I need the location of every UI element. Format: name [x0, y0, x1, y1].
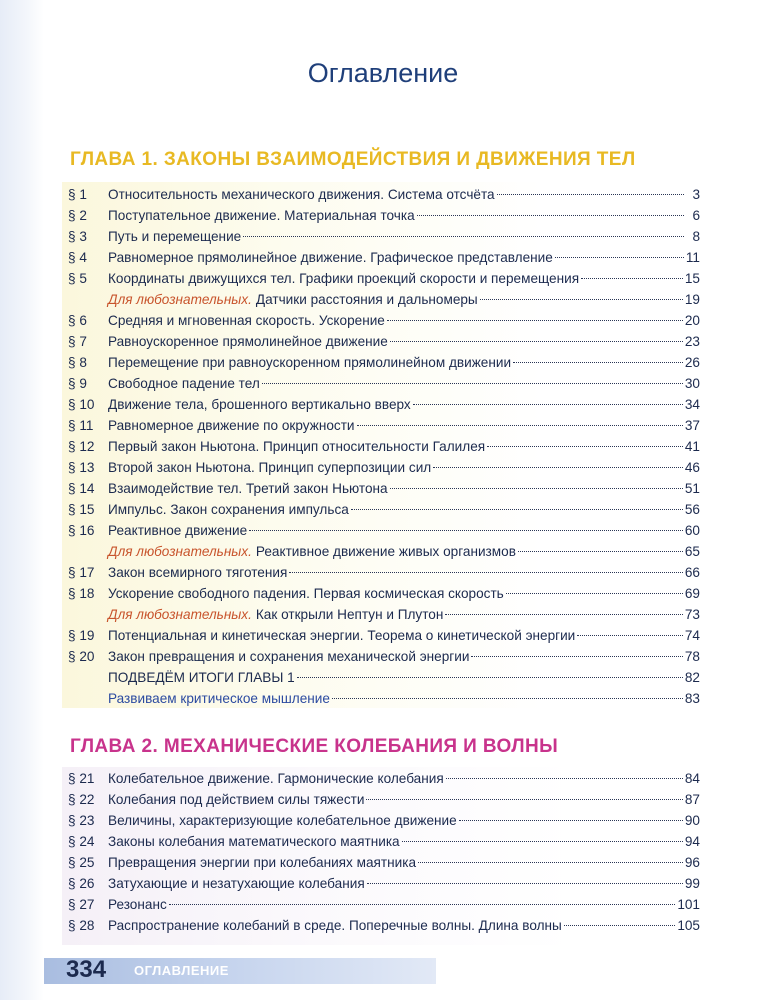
toc-entry-text: Импульс. Закон сохранения импульса — [108, 502, 349, 517]
toc-entry-title — [108, 810, 457, 831]
toc-entry-title — [108, 247, 553, 268]
toc-section-number: § 19 — [68, 628, 95, 643]
toc-page-number: 6 — [692, 208, 700, 223]
footer-section-label: ОГЛАВЛЕНИЕ — [134, 963, 229, 978]
toc-entry — [68, 667, 700, 688]
curious-prefix: Для любознательных. — [108, 292, 252, 307]
dot-leader — [581, 278, 683, 279]
toc-entry — [68, 562, 700, 583]
toc-entry — [68, 247, 700, 268]
toc-entry-text: Поступательное движение. Материальная точка — [108, 208, 415, 223]
toc-page-number: 51 — [684, 481, 700, 496]
toc-entry-title — [108, 604, 443, 625]
toc-section-number: § 15 — [68, 502, 95, 517]
toc-entry — [68, 604, 700, 625]
dot-leader — [487, 446, 683, 447]
toc-section-number: § 25 — [68, 855, 95, 870]
toc-entry — [68, 852, 700, 873]
toc-entry — [68, 541, 700, 562]
dot-leader — [564, 925, 676, 926]
toc-page-number: 78 — [684, 649, 700, 664]
toc-entry-title — [108, 646, 469, 667]
toc-page-number: 94 — [684, 834, 700, 849]
dot-leader — [243, 236, 684, 237]
toc-section-number: § 20 — [68, 649, 95, 664]
toc-entry-title — [108, 831, 400, 852]
toc-page-number: 73 — [684, 607, 700, 622]
toc-entry — [68, 205, 700, 226]
toc-section-number: § 7 — [68, 334, 87, 349]
chapter-1-toc-list — [68, 184, 700, 709]
curious-prefix: Для любознательных. — [108, 607, 252, 622]
toc-page-number: 15 — [684, 271, 700, 286]
toc-entry — [68, 394, 700, 415]
dot-leader — [459, 820, 683, 821]
toc-entry — [68, 478, 700, 499]
dot-leader — [351, 509, 683, 510]
toc-entry-text: Закон превращения и сохранения механической энергии — [108, 649, 470, 664]
toc-entry-title — [108, 331, 388, 352]
toc-entry — [68, 436, 700, 457]
dot-leader — [555, 257, 684, 258]
toc-entry-text: Относительность механического движения. Система отсчёта — [108, 187, 495, 202]
toc-section-number: § 9 — [68, 376, 87, 391]
toc-page-number: 30 — [684, 376, 700, 391]
toc-entry — [68, 352, 700, 373]
dot-leader — [497, 194, 684, 195]
toc-entry-title — [108, 184, 495, 205]
toc-page-number: 34 — [684, 397, 700, 412]
page-title: Оглавление — [307, 58, 459, 88]
toc-page-number: 3 — [692, 187, 700, 202]
dot-leader — [297, 677, 683, 678]
dot-leader — [249, 530, 683, 531]
toc-entry-title — [108, 478, 388, 499]
toc-entry-text: Равномерное движение по окружности — [108, 418, 355, 433]
dot-leader — [518, 551, 683, 552]
toc-entry — [68, 646, 700, 667]
toc-page-number: 23 — [684, 334, 700, 349]
toc-section-number: § 12 — [68, 439, 95, 454]
dot-leader — [357, 425, 683, 426]
toc-entry — [68, 625, 700, 646]
toc-section-number: § 27 — [68, 897, 95, 912]
toc-entry-text: Второй закон Ньютона. Принцип суперпозиции сил — [108, 460, 432, 475]
toc-entry-title — [108, 394, 411, 415]
toc-entry-text: Резонанс — [108, 897, 167, 912]
toc-entry-text: Путь и перемещение — [108, 229, 242, 244]
toc-entry — [68, 373, 700, 394]
toc-entry-text: Как открыли Нептун и Плутон — [255, 607, 444, 622]
toc-section-number: § 1 — [68, 187, 87, 202]
toc-page-number: 26 — [684, 355, 700, 370]
toc-entry — [68, 768, 700, 789]
toc-page-number: 82 — [684, 670, 700, 685]
toc-entry-title — [108, 789, 364, 810]
toc-page-number: 46 — [684, 460, 700, 475]
left-margin-band — [0, 0, 44, 1000]
toc-entry-text: Датчики расстояния и дальномеры — [255, 292, 478, 307]
toc-entry-text: Средняя и мгновенная скорость. Ускорение — [108, 313, 385, 328]
toc-page-number: 90 — [684, 813, 700, 828]
toc-entry-title — [108, 436, 485, 457]
toc-page-number: 11 — [685, 250, 700, 265]
dot-leader — [446, 778, 683, 779]
toc-entry-title — [108, 562, 287, 583]
toc-page-number: 101 — [677, 897, 700, 912]
toc-page-number: 83 — [684, 691, 700, 706]
chapter-2-toc-list — [68, 768, 700, 936]
toc-entry-title — [108, 457, 431, 478]
toc-entry-text: Взаимодействие тел. Третий закон Ньютона — [108, 481, 388, 496]
dot-leader — [390, 341, 683, 342]
toc-entry-text: Ускорение свободного падения. Первая космическая скорость — [108, 586, 504, 601]
toc-entry — [68, 831, 700, 852]
dot-leader — [390, 488, 683, 489]
toc-entry-text: ПОДВЕДЁМ ИТОГИ ГЛАВЫ 1 — [108, 670, 295, 685]
toc-entry — [68, 583, 700, 604]
toc-entry-text: Закон всемирного тяготения — [108, 565, 288, 580]
toc-entry-text: Реактивное движение — [108, 523, 248, 538]
toc-entry — [68, 415, 700, 436]
toc-entry-title — [108, 520, 247, 541]
toc-entry — [68, 289, 700, 310]
toc-section-number: § 4 — [68, 250, 87, 265]
toc-entry-text: Реактивное движение живых организмов — [255, 544, 516, 559]
chapter-1-title: ГЛАВА 1. ЗАКОНЫ ВЗАИМОДЕЙСТВИЯ И ДВИЖЕНИЯ ТЕЛ — [70, 149, 636, 170]
toc-entry-text: Координаты движущихся тел. Графики проекций скорости и перемещения — [108, 271, 580, 286]
toc-entry-text: Законы колебания математического маятника — [108, 834, 400, 849]
dot-leader — [471, 656, 682, 657]
toc-page-number: 69 — [684, 586, 700, 601]
toc-entry-title — [108, 894, 167, 915]
toc-entry-text: Свободное падение тел — [108, 376, 260, 391]
toc-section-number: § 21 — [68, 771, 95, 786]
toc-section-number: § 17 — [68, 565, 95, 580]
toc-entry — [68, 789, 700, 810]
toc-entry-text: Затухающие и незатухающие колебания — [108, 876, 365, 891]
toc-entry — [68, 810, 700, 831]
toc-entry — [68, 873, 700, 894]
dot-leader — [506, 593, 683, 594]
toc-section-number: § 3 — [68, 229, 87, 244]
toc-entry-title — [108, 205, 415, 226]
toc-entry-text: Перемещение при равноускоренном прямолинейном движении — [108, 355, 512, 370]
dot-leader — [513, 362, 683, 363]
dot-leader — [445, 614, 683, 615]
toc-section-number: § 16 — [68, 523, 95, 538]
dot-leader — [577, 635, 683, 636]
dot-leader — [417, 215, 684, 216]
toc-section-number: § 2 — [68, 208, 87, 223]
toc-entry-title — [108, 226, 241, 247]
toc-entry-title — [108, 688, 330, 709]
toc-page-number: 66 — [684, 565, 700, 580]
toc-entry-title — [108, 768, 444, 789]
toc-page-number: 37 — [684, 418, 700, 433]
dot-leader — [366, 799, 682, 800]
toc-entry-text: Превращения энергии при колебаниях маятника — [108, 855, 417, 870]
toc-page-number: 41 — [684, 439, 700, 454]
dot-leader — [169, 904, 676, 905]
toc-entry-text: Первый закон Ньютона. Принцип относительности Галилея — [108, 439, 486, 454]
toc-entry-title — [108, 915, 562, 936]
toc-entry-title — [108, 268, 579, 289]
toc-page-number: 56 — [684, 502, 700, 517]
toc-section-number: § 6 — [68, 313, 87, 328]
toc-entry-title — [108, 625, 575, 646]
toc-entry — [68, 457, 700, 478]
footer-page-number: 334 — [66, 956, 107, 983]
dot-leader — [402, 841, 683, 842]
toc-entry-title — [108, 352, 511, 373]
toc-entry-text: Равномерное прямолинейное движение. Графическое представление — [108, 250, 553, 265]
toc-page-number: 60 — [684, 523, 700, 538]
toc-entry-text: Равноускоренное прямолинейное движение — [108, 334, 388, 349]
toc-page-number: 84 — [684, 771, 700, 786]
toc-entry-title — [108, 415, 355, 436]
toc-entry — [68, 226, 700, 247]
toc-entry-title — [108, 373, 260, 394]
toc-section-number: § 22 — [68, 792, 95, 807]
toc-section-number: § 14 — [68, 481, 95, 496]
toc-section-number: § 24 — [68, 834, 95, 849]
toc-entry-text: Колебания под действием силы тяжести — [108, 792, 365, 807]
curious-prefix: Для любознательных. — [108, 544, 252, 559]
dot-leader — [433, 467, 683, 468]
toc-page-number: 96 — [684, 855, 700, 870]
toc-page-number: 8 — [692, 229, 700, 244]
toc-entry-title — [108, 541, 516, 562]
toc-section-number: § 13 — [68, 460, 95, 475]
dot-leader — [387, 320, 683, 321]
toc-section-number: § 5 — [68, 271, 87, 286]
toc-entry-title — [108, 289, 478, 310]
toc-page-number: 19 — [684, 292, 700, 307]
toc-section-number: § 18 — [68, 586, 95, 601]
toc-entry — [68, 915, 700, 936]
dot-leader — [367, 883, 683, 884]
toc-entry — [68, 310, 700, 331]
dot-leader — [332, 698, 683, 699]
chapter-2-title: ГЛАВА 2. МЕХАНИЧЕСКИЕ КОЛЕБАНИЯ И ВОЛНЫ — [70, 736, 559, 757]
toc-page-number: 20 — [684, 313, 700, 328]
dot-leader — [418, 862, 683, 863]
toc-entry — [68, 331, 700, 352]
toc-entry-title — [108, 873, 365, 894]
toc-page-number: 65 — [684, 544, 700, 559]
toc-entry-title — [108, 583, 504, 604]
toc-page-number: 105 — [677, 918, 700, 933]
toc-page-number: 74 — [684, 628, 700, 643]
toc-entry-title — [108, 499, 349, 520]
toc-entry — [68, 268, 700, 289]
toc-section-number: § 26 — [68, 876, 95, 891]
toc-section-number: § 10 — [68, 397, 95, 412]
toc-entry — [68, 688, 700, 709]
toc-section-number: § 23 — [68, 813, 95, 828]
dot-leader — [413, 404, 683, 405]
toc-page-number: 87 — [684, 792, 700, 807]
toc-entry-title — [108, 852, 416, 873]
toc-section-number: § 11 — [68, 418, 94, 433]
toc-section-number: § 8 — [68, 355, 87, 370]
toc-page-number: 99 — [684, 876, 700, 891]
toc-entry-title — [108, 310, 385, 331]
toc-entry — [68, 184, 700, 205]
toc-entry-text: Колебательное движение. Гармонические колебания — [108, 771, 444, 786]
dot-leader — [289, 572, 683, 573]
toc-entry-title — [108, 667, 295, 688]
toc-entry — [68, 499, 700, 520]
toc-section-number: § 28 — [68, 918, 95, 933]
toc-entry-text: Распространение колебаний в среде. Поперечные волны. Длина волны — [108, 918, 562, 933]
toc-entry-text: Развиваем критическое мышление — [108, 691, 330, 706]
toc-entry-text: Потенциальная и кинетическая энергии. Теорема о кинетической энергии — [108, 628, 576, 643]
dot-leader — [262, 383, 683, 384]
dot-leader — [480, 299, 683, 300]
toc-entry-text: Движение тела, брошенного вертикально вверх — [108, 397, 411, 412]
toc-entry — [68, 520, 700, 541]
toc-entry-text: Величины, характеризующие колебательное движение — [108, 813, 457, 828]
toc-entry — [68, 894, 700, 915]
